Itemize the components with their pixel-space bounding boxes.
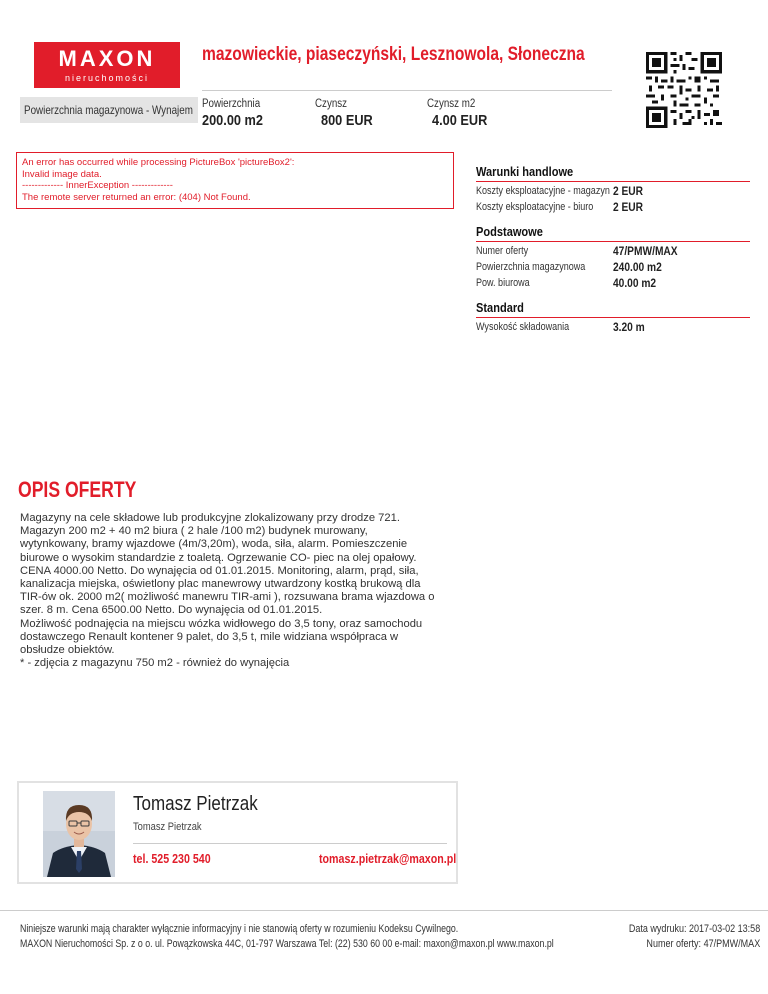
metric-area — [202, 98, 274, 129]
maxon-logo — [34, 42, 180, 88]
info-value: 47/PMW/MAX — [613, 244, 678, 258]
description-line: * - zdjęcia z magazynu 750 m2 - również do wynajęcia — [20, 657, 290, 670]
print-date: Data wydruku: 2017-03-02 13:58 — [628, 923, 760, 935]
footer-disclaimer: Niniejsze warunki mają charakter wyłącznie informacyjny i nie stanowią oferty w rozumieniu Kodeksu Cywilnego. — [20, 923, 459, 935]
image-error-box — [16, 152, 454, 209]
info-key: Powierzchnia magazynowa — [476, 261, 586, 273]
info-value: 240.00 m2 — [613, 260, 662, 274]
description-line: wytynkowany, bramy wjazdowe (4m/3,20m), woda, siła, alarm. Pomieszczenie — [20, 538, 408, 551]
address-divider — [202, 90, 612, 91]
description-title: OPIS OFERTY — [18, 477, 137, 502]
info-row — [476, 182, 750, 198]
info-value: 3.20 m — [613, 320, 645, 334]
logo-wordmark: MAXON — [58, 46, 156, 71]
agent-phone[interactable]: tel. 525 230 540 — [133, 851, 211, 866]
footer-divider — [0, 910, 768, 911]
description-line: Możliwość podnajęcia na miejscu wózka widłowego do 3,5 tony, oraz samochodu — [20, 617, 423, 630]
metric-value: 4.00 EUR — [432, 112, 488, 129]
metric-rent-per-m2 — [427, 98, 497, 129]
property-address: mazowieckie, piaseczyński, Lesznowola, Słoneczna — [202, 44, 585, 65]
description-line: Magazyn 200 m2 + 40 m2 biura ( 2 hale /100 m2) budynek murowany, — [20, 525, 368, 538]
error-line: An error has occurred while processing PictureBox 'pictureBox2': — [22, 157, 295, 168]
section-warunki-handlowe — [476, 164, 750, 214]
info-row — [476, 242, 750, 258]
section-podstawowe — [476, 224, 750, 290]
category-chip — [20, 97, 198, 123]
metric-value: 200.00 m2 — [202, 112, 263, 129]
error-line: ------------- InnerException ------------- — [22, 180, 173, 191]
info-row — [476, 198, 750, 214]
error-line: The remote server returned an error: (404) Not Found. — [22, 191, 251, 203]
footer-company-info: MAXON Nieruchomości Sp. z o o. ul. Powązkowska 44C, 01-797 Warszawa Tel: (22) 530 60 00 e-mail: maxon@maxon.pl www.maxon.pl — [20, 938, 554, 950]
info-row — [476, 318, 750, 334]
footer-legal — [20, 922, 554, 952]
info-key: Numer oferty — [476, 245, 529, 257]
category-label: Powierzchnia magazynowa - Wynajem — [24, 103, 193, 117]
section-title: Warunki handlowe — [476, 164, 750, 182]
description-line: Magazyny na cele składowe lub produkcyjne zlokalizowany przy drodze 721. — [20, 512, 400, 524]
info-key: Koszty eksploatacyjne - biuro — [476, 201, 594, 213]
metric-label: Czynsz — [315, 98, 348, 110]
agent-card — [17, 781, 458, 884]
footer-meta — [629, 922, 760, 952]
section-title: Standard — [476, 300, 750, 318]
metric-label: Czynsz m2 — [427, 98, 476, 110]
info-key: Koszty eksploatacyjne - magazyn — [476, 185, 610, 197]
info-row — [476, 258, 750, 274]
agent-photo — [43, 791, 115, 877]
error-line: Invalid image data. — [22, 168, 102, 180]
metric-value: 800 EUR — [321, 112, 373, 129]
info-key: Wysokość składowania — [476, 321, 570, 333]
description-body — [20, 512, 440, 670]
description-line: kanalizacja miejska, oświetlony plac manewrowy utwardzony kostką brukową dla — [20, 578, 421, 591]
description-line: biurowe o wysokim standardzie z toaletą. Ogrzewanie CO- piec na olej opałowy. — [20, 551, 417, 564]
description-line: szer. 8 m. Cena 6500.00 Netto. Do wynajęcia od 01.01.2015. — [20, 604, 323, 617]
agent-name: Tomasz Pietrzak — [133, 793, 258, 815]
metric-rent — [315, 98, 382, 129]
qr-code-icon — [646, 52, 722, 128]
agent-email[interactable]: tomasz.pietrzak@maxon.pl — [319, 851, 457, 866]
info-value: 2 EUR — [613, 200, 644, 214]
logo-tagline: nieruchomości — [64, 73, 150, 83]
section-title: Podstawowe — [476, 224, 750, 242]
agent-subtitle: Tomasz Pietrzak — [133, 821, 202, 833]
info-row — [476, 274, 750, 290]
footer-offer-number: Numer oferty: 47/PMW/MAX — [646, 938, 760, 950]
info-key: Pow. biurowa — [476, 277, 530, 289]
description-line: CENA 4000.00 Netto. Do wynajęcia od 01.01.2015. Monitoring, alarm, prąd, siła, — [20, 564, 419, 577]
info-value: 2 EUR — [613, 184, 644, 198]
section-standard — [476, 300, 750, 334]
agent-divider — [133, 843, 447, 844]
description-line: dostawczego Renault kontener 9 palet, do 3,5 t, mile widziana współpraca w — [20, 630, 399, 643]
metric-label: Powierzchnia — [202, 98, 261, 110]
description-line: obsłudze obiektów. — [20, 644, 115, 657]
description-line: TIR-ów ok. 2000 m2( możliwość manewru TIR-ami ), rozsuwana brama wjazdowa o — [20, 591, 435, 604]
info-value: 40.00 m2 — [613, 276, 657, 290]
